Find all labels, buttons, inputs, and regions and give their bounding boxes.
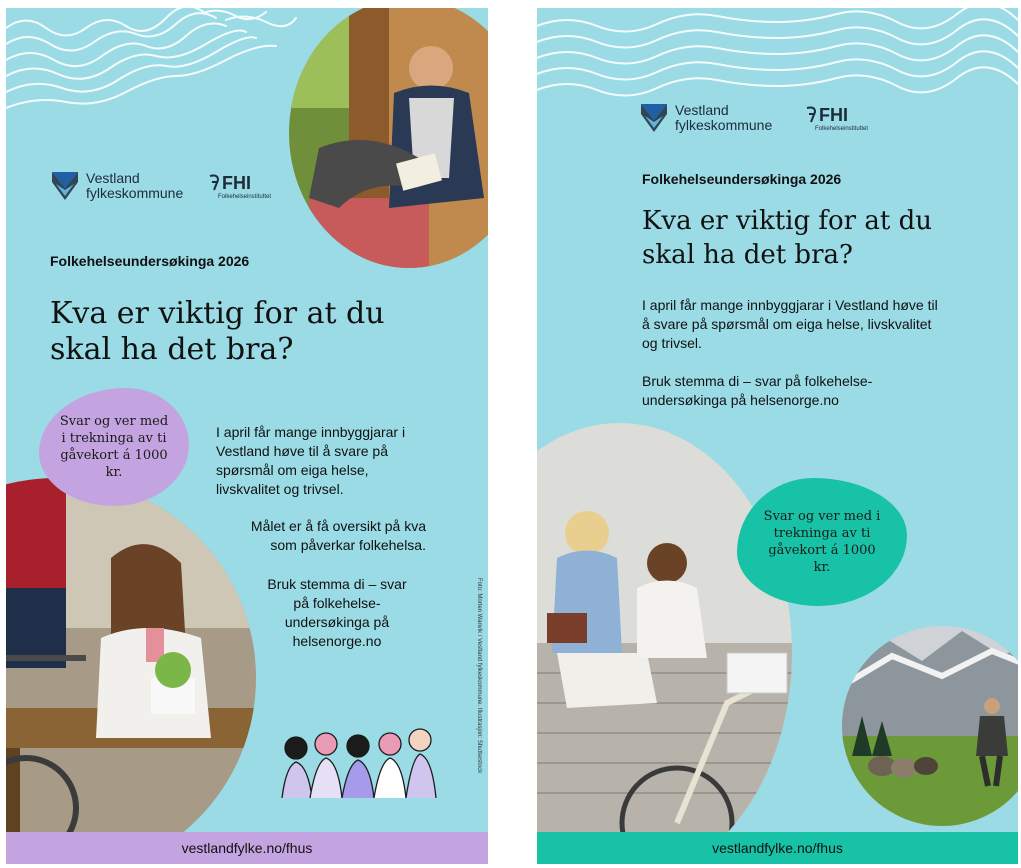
people-illustration [278, 718, 438, 798]
vestland-logo-text: Vestland fylkeskommune [675, 102, 773, 133]
photo-woman-cafe [6, 478, 256, 864]
prize-blob-text: Svar og ver med i trekninga av ti gåvekort á 1000 kr. [763, 509, 881, 575]
fhi-logo-text: FHI [222, 172, 251, 193]
footer-url[interactable]: vestlandfylke.no/fhus [181, 840, 313, 856]
wave-pattern [537, 8, 1018, 108]
logo-row [641, 102, 868, 134]
headline: Kva er viktig for at du skal ha det bra? [50, 296, 385, 367]
intro-paragraph: I april får mange innbyggjarar i Vestland høve til å svare på spørsmål om eiga helse, livskvalitet og trivsel. [642, 297, 938, 351]
photo-credit: Foto: Morten Wanvik / Vestland fylkeskommune. Illustrasjon: Shutterstock [476, 578, 482, 774]
poster-right [537, 8, 1018, 864]
fhi-logo-icon [208, 174, 220, 192]
vestland-logo-icon [52, 170, 78, 202]
fhi-logo-text: FHI [819, 104, 848, 125]
prize-blob-text: Svar og ver med i trekninga av ti gåvekort á 1000 kr. [59, 414, 169, 480]
goal-paragraph: Målet er å få oversikt på kva som påverkar folkehelsa. [250, 518, 426, 553]
logo-row [52, 170, 271, 202]
fhi-logo [208, 173, 271, 200]
footer-bar [6, 832, 488, 864]
prize-blob [737, 478, 907, 606]
fhi-logo-subtext: Folkehelseinstituttet [815, 125, 869, 132]
photo-women-steps [537, 423, 792, 864]
survey-title: Folkehelseundersøkinga 2026 [642, 171, 842, 187]
fhi-logo-icon [805, 106, 817, 124]
fhi-logo-subtext: Folkehelseinstituttet [218, 193, 272, 200]
photo-man-reading [289, 8, 488, 268]
photo-farmer-sheep [842, 626, 1018, 826]
cta-paragraph: Bruk stemma di – svar på folkehelse-undersøkinga på helsenorge.no [642, 373, 873, 408]
cta-paragraph: Bruk stemma di – svar på folkehelse-undersøkinga på helsenorge.no [267, 576, 407, 649]
headline: Kva er viktig for at du skal ha det bra? [642, 206, 932, 270]
vestland-logo-text: Vestland fylkeskommune [86, 170, 184, 201]
survey-title: Folkehelseundersøkinga 2026 [50, 253, 250, 269]
vestland-logo [641, 102, 779, 134]
vestland-logo [52, 170, 182, 202]
prize-blob [39, 388, 189, 506]
footer-bar [537, 832, 1018, 864]
footer-url[interactable]: vestlandfylke.no/fhus [712, 840, 843, 856]
vestland-logo-icon [641, 102, 667, 134]
poster-left [6, 8, 488, 864]
fhi-logo [805, 105, 868, 132]
intro-paragraph: I april får mange innbyggjarar i Vestland høve til å svare på spørsmål om eiga helse, livskvalitet og trivsel. [216, 424, 406, 497]
